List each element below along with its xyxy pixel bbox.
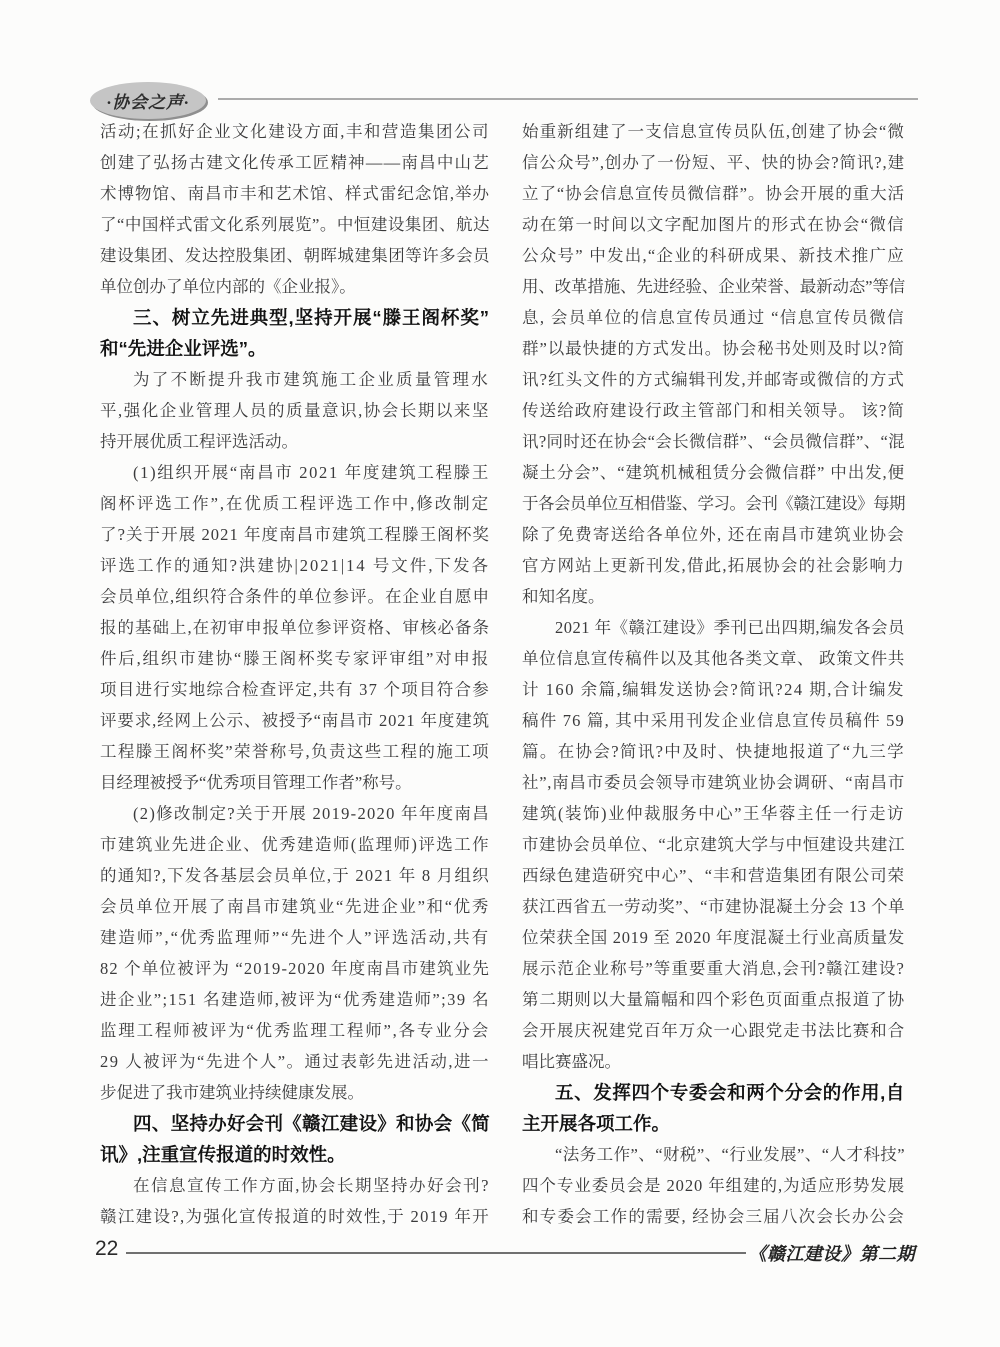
body-line: 29 人被评为“先进个人”。通过表彰先进活动,进一 xyxy=(100,1052,490,1071)
body-line: 于各会员单位互相借鉴、学习。会刊《赣江建设》每期 xyxy=(522,494,906,513)
heading-line: 和“先进企业评选”。 xyxy=(100,338,267,359)
body-line: 展示范企业称号”等重要重大消息,会刊?赣江建设? xyxy=(522,959,905,978)
body-line: 平,强化企业管理人员的质量意识,协会长期以来坚 xyxy=(100,401,490,420)
heading-line: 主开展各项工作。 xyxy=(522,1113,671,1134)
body-line: 凝土分会”、“建筑机械租赁分会微信群” 中出发,便 xyxy=(522,463,905,482)
body-line: 赣江建设?,为强化宣传报道的时效性,于 2019 年开 xyxy=(100,1207,490,1226)
body-line: 单位创办了单位内部的《企业报》。 xyxy=(100,277,356,296)
body-line: 为了不断提升我市建筑施工企业质量管理水 xyxy=(133,370,490,389)
body-line: 西绿色建造研究中心”、“丰和营造集团有限公司荣 xyxy=(522,866,905,885)
body-line: 进企业”;151 名建造师,被评为“优秀建造师”;39 名 xyxy=(100,990,490,1009)
body-line: (2)修改制定?关于开展 2019-2020 年年度南昌 xyxy=(133,804,490,823)
body-line: 始重新组建了一支信息宣传员队伍,创建了协会“微 xyxy=(522,122,905,141)
body-line: 公众号” 中发出,“企业的科研成果、新技术推广应 xyxy=(522,246,905,265)
body-line: 市建协会员单位、“北京建筑大学与中恒建设共建江 xyxy=(522,835,905,854)
body-line: 在信息宣传工作方面,协会长期坚持办好会刊? xyxy=(133,1176,490,1195)
body-line: 创建了弘扬古建文化传承工匠精神——南昌中山艺 xyxy=(100,153,490,172)
heading-line: 五、发挥四个专委会和两个分会的作用,自 xyxy=(555,1082,905,1103)
body-line: 监理工程师被评为“优秀监理工程师”,各专业分会 xyxy=(100,1021,490,1040)
body-line: 息, 会员单位的信息宣传员通过 “信息宣传员微信 xyxy=(522,308,905,327)
body-line: 传送给政府建设行政主管部门和相关领导。 该?简 xyxy=(522,401,905,420)
body-line: 获江西省五一劳动奖”、“市建协混凝土分会 13 个单 xyxy=(522,897,905,916)
footer-rule xyxy=(126,1252,746,1254)
body-line: “法务工作”、“财税”、“行业发展”、“人才科技” xyxy=(555,1145,905,1164)
body-line: (1)组织开展“南昌市 2021 年度建筑工程滕王 xyxy=(133,463,490,482)
body-line: 建造师”,“优秀监理师”“先进个人”评选活动,共有 xyxy=(100,928,490,947)
body-line: 信公众号”,创办了一份短、平、快的协会?简讯?,建 xyxy=(522,153,905,172)
body-line: 除了免费寄送给各单位外, 还在南昌市建筑业协会 xyxy=(522,525,905,544)
footer-journal-title: 《赣江建设》第二期 xyxy=(748,1244,915,1264)
body-line: 了?关于开展 2021 年度南昌市建筑工程滕王阁杯奖 xyxy=(100,525,490,544)
body-line: 市建筑业先进企业、优秀建造师(监理师)评选工作 xyxy=(100,835,490,854)
section-badge-label: ·协会之声· xyxy=(106,93,190,112)
body-line: 会开展庆祝建党百年万众一心跟党走书法比赛和合 xyxy=(522,1021,905,1040)
body-line: 报的基础上,在初审申报单位参评资格、审核必备条 xyxy=(100,618,490,637)
body-line: 了“中国样式雷文化系列展览”。中恒建设集团、航达 xyxy=(100,215,490,234)
body-line: 件后,组织市建协“滕王阁杯奖专家评审组”对申报 xyxy=(100,649,490,668)
body-line: 术博物馆、南昌市丰和艺术馆、样式雷纪念馆,举办 xyxy=(100,184,490,203)
body-line: 的通知?,下发各基层会员单位,于 2021 年 8 月组织 xyxy=(100,866,490,885)
body-line: 评选工作的通知?洪建协|2021|14 号文件,下发各 xyxy=(100,556,490,575)
heading-line: 四、坚持办好会刊《赣江建设》和协会《简 xyxy=(133,1113,490,1134)
body-line: 讯?红头文件的方式编辑刊发,并邮寄或微信的方式 xyxy=(522,370,905,389)
body-line: 82 个单位被评为 “2019-2020 年度南昌市建筑业先 xyxy=(100,959,490,978)
body-line: 计 160 余篇,编辑发送协会?简讯?24 期,合计编发 xyxy=(522,680,905,699)
heading-line: 讯》,注重宣传报道的时效性。 xyxy=(100,1144,346,1165)
body-line: 单位信息宣传稿件以及其他各类文章、 政策文件共 xyxy=(522,649,905,668)
body-line: 会员单位,组织符合条件的单位参评。在企业自愿申 xyxy=(100,587,490,606)
body-line: 动在第一时间以文字配加图片的形式在协会“微信 xyxy=(522,215,905,234)
body-line: 阁杯评选工作”,在优质工程评选工作中,修改制定 xyxy=(100,494,490,513)
heading-line: 三、树立先进典型,坚持开展“滕王阁杯奖” xyxy=(133,307,490,328)
body-line: 建筑(装饰)业仲裁服务中心”王华蓉主任一行走访 xyxy=(522,804,905,823)
body-line: 建设集团、发达控股集团、朝晖城建集团等许多会员 xyxy=(100,246,490,265)
body-line: 群”以最快捷的方式发出。协会秘书处则及时以?简 xyxy=(522,339,905,358)
body-line: 篇。在协会?简讯?中及时、快捷地报道了“九三学 xyxy=(522,742,905,761)
body-line: 会员单位开展了南昌市建筑业“先进企业”和“优秀 xyxy=(100,897,490,916)
body-line: 四个专业委员会是 2020 年组建的,为适应形势发展 xyxy=(522,1176,905,1195)
body-line: 和专委会工作的需要, 经协会三届八次会长办公会 xyxy=(522,1207,905,1226)
body-line: 第二期则以大量篇幅和四个彩色页面重点报道了协 xyxy=(522,990,905,1009)
body-line: 2021 年《赣江建设》季刊已出四期,编发各会员 xyxy=(555,618,905,637)
body-line: 工程滕王阁杯奖”荣誉称号,负责这些工程的施工项 xyxy=(100,742,490,761)
body-line: 讯?同时还在协会“会长微信群”、“会员微信群”、“混 xyxy=(522,432,905,451)
body-line: 位荣获全国 2019 至 2020 年度混凝土行业高质量发 xyxy=(522,928,905,947)
section-badge xyxy=(90,82,206,119)
body-line: 官方网站上更新刊发,借此,拓展协会的社会影响力 xyxy=(522,556,905,575)
header-rule xyxy=(218,98,918,100)
body-line: 项目进行实地综合检查评定,共有 37 个项目符合参 xyxy=(100,680,490,699)
body-line: 目经理被授予“优秀项目管理工作者”称号。 xyxy=(100,773,412,792)
body-line: 用、改革措施、先进经验、企业荣誉、最新动态”等信 xyxy=(522,277,905,296)
body-line: 立了“协会信息宣传员微信群”。协会开展的重大活 xyxy=(522,184,905,203)
body-line: 评要求,经网上公示、被授予“南昌市 2021 年度建筑 xyxy=(100,711,490,730)
body-line: 稿件 76 篇, 其中采用刊发企业信息宣传员稿件 59 xyxy=(522,711,905,730)
column-left xyxy=(100,116,490,1232)
body-line: 和知名度。 xyxy=(522,587,605,606)
body-line: 活动;在抓好企业文化建设方面,丰和营造集团公司 xyxy=(100,122,490,141)
body-line: 唱比赛盛况。 xyxy=(522,1052,621,1071)
body-line: 社”,南昌市委员会领导市建筑业协会调研、“南昌市 xyxy=(522,773,905,792)
column-right xyxy=(522,116,905,1232)
page-number: 22 xyxy=(95,1237,119,1260)
body-line: 步促进了我市建筑业持续健康发展。 xyxy=(100,1083,364,1102)
body-line: 持开展优质工程评选活动。 xyxy=(100,432,298,451)
